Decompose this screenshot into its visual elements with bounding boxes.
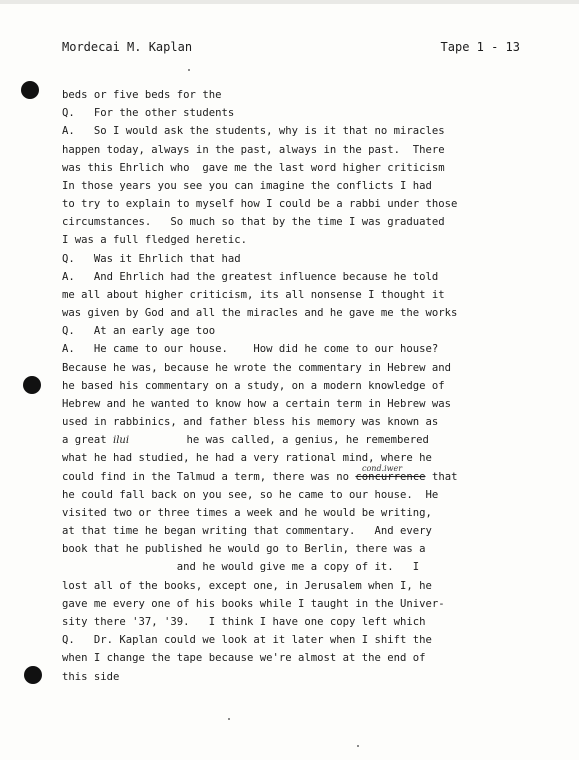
transcript-line: sity there '37, '39. I think I have one copy left which [62, 615, 426, 628]
line-text: a great [62, 434, 114, 447]
transcript-line: Q. At an early age too [62, 325, 216, 338]
transcript-line: visited two or three times a week and he would be writing, [62, 506, 432, 519]
transcript-line: was this Ehrlich who gave me the last word higher criticism [62, 161, 445, 174]
transcript-line: I was a full fledged heretic. [62, 234, 247, 247]
line-text: could find in the Talmud a term, there was no [62, 470, 356, 483]
binder-hole-bottom [24, 666, 42, 684]
transcript-line: A. So I would ask the students, why is it that no miracles [62, 125, 445, 138]
transcript-line: this side [62, 670, 120, 683]
transcript-line: Q. For the other students [62, 107, 235, 120]
transcript-line [62, 431, 532, 449]
transcript-line: gave me every one of his books while I taught in the Univer- [62, 597, 445, 610]
transcript-line: me all about higher criticism, its all nonsense I thought it [62, 288, 445, 301]
transcript-body [62, 86, 532, 686]
transcript-line: In those years you see you can imagine the conflicts I had [62, 179, 432, 192]
transcript-line: to try to explain to myself how I could be a rabbi under those [62, 198, 458, 211]
header-author: Mordecai M. Kaplan [62, 40, 193, 54]
binder-hole-top [21, 81, 39, 99]
transcript-line: beds or five beds for the [62, 89, 222, 101]
stray-mark [357, 745, 359, 747]
stray-mark [188, 69, 190, 71]
transcript-line: and he would give me a copy of it. I [62, 561, 420, 574]
transcript-line: when I change the tape because we're almost at the end of [62, 652, 426, 665]
stray-mark [228, 718, 230, 720]
transcript-line [62, 463, 532, 486]
transcript-line: Because he was, because he wrote the commentary in Hebrew and [62, 361, 452, 374]
transcript-line: Q. Was it Ehrlich that had [62, 252, 241, 265]
transcript-line: lost all of the books, except one, in Jerusalem when I, he [62, 579, 432, 592]
top-edge-shadow [0, 0, 579, 4]
transcript-line: A. He came to our house. How did he come to our house? [62, 343, 439, 356]
transcript-line: Q. Dr. Kaplan could we look at it later when I shift the [62, 634, 432, 647]
transcript-line: Hebrew and he wanted to know how a certain term in Hebrew was [62, 397, 452, 410]
transcript-line: used in rabbinics, and father bless his memory was known as [62, 416, 439, 429]
handwritten-correction: cond.iwer [362, 463, 403, 473]
header-tape-number: Tape 1 - 13 [440, 40, 520, 54]
transcript-line: at that time he began writing that commentary. And every [62, 525, 432, 538]
line-text: that [425, 470, 458, 483]
transcript-line: he based his commentary on a study, on a modern knowledge of [62, 379, 445, 392]
transcript-line: what he had studied, he had a very rational mind, where he [62, 452, 432, 465]
transcript-line: happen today, always in the past, always in the past. There [62, 143, 445, 156]
transcript-line: circumstances. So much so that by the time I was graduated [62, 216, 445, 229]
transcript-line: A. And Ehrlich had the greatest influence because he told [62, 270, 439, 283]
transcript-line: book that he published he would go to Berlin, there was a [62, 543, 426, 556]
transcript-line: was given by God and all the miracles and he gave me the works [62, 307, 458, 320]
transcript-line: he could fall back on you see, so he came to our house. He [62, 488, 439, 501]
struck-word: concurrence [355, 470, 426, 483]
handwritten-insertion: ilui [113, 435, 130, 447]
line-text: he was called, a genius, he remembered [129, 434, 429, 447]
binder-hole-middle [23, 376, 41, 394]
page-header [62, 40, 520, 58]
